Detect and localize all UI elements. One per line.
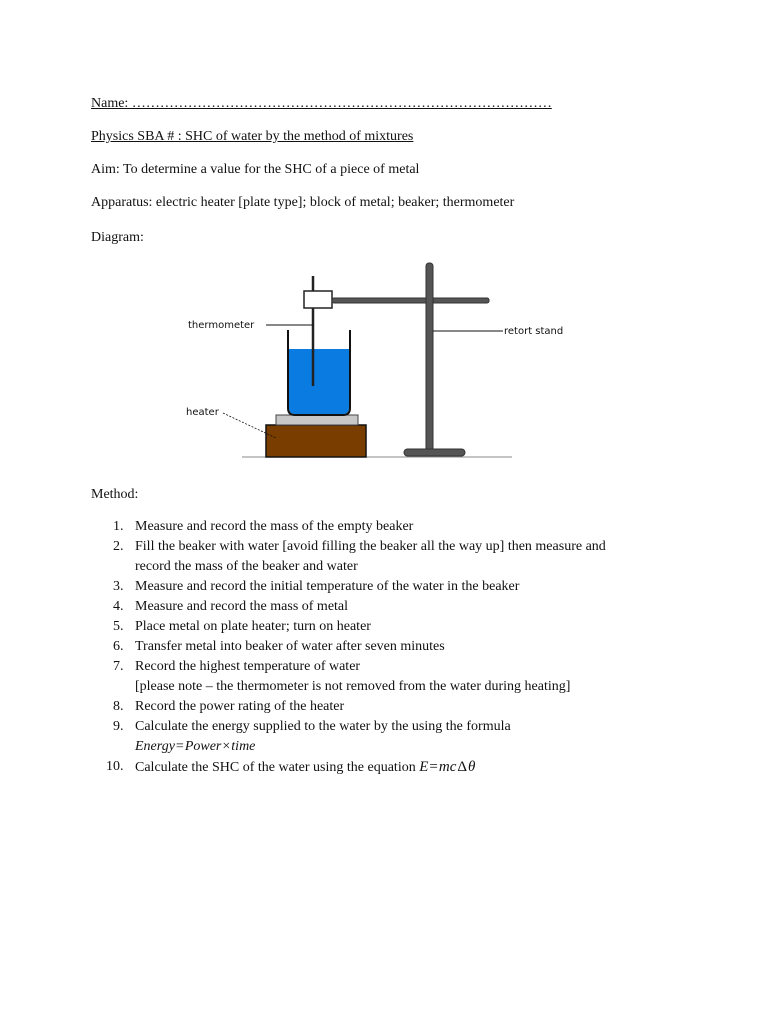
formula-term: Power — [184, 739, 222, 754]
step-number: 3. — [113, 579, 124, 594]
retort-stand-base — [404, 449, 465, 456]
step-text: Calculate the SHC of the water using the equation — [135, 760, 416, 775]
method-step-9 — [91, 717, 671, 757]
heater-plate — [276, 415, 358, 425]
energy-formula — [135, 739, 255, 754]
clamp-arm — [332, 298, 489, 303]
method-step-1 — [91, 517, 671, 537]
step-text: Measure and record the initial temperature of the water in the beaker — [135, 579, 520, 594]
formula-operator: = — [429, 759, 438, 775]
step-number: 2. — [113, 539, 124, 554]
step-number: 10. — [106, 759, 124, 774]
step-number: 6. — [113, 639, 124, 654]
method-heading: Method: — [91, 487, 139, 502]
step-text-continued: [please note – the thermometer is not removed from the water during heating] — [135, 679, 571, 694]
step-number: 7. — [113, 659, 124, 674]
step-text: Record the highest temperature of water — [135, 659, 361, 674]
step-text: Calculate the energy supplied to the water by the using the formula — [135, 719, 511, 734]
formula-term: θ — [468, 759, 476, 775]
retort-stand-label: retort stand — [504, 326, 564, 337]
step-text: Measure and record the mass of metal — [135, 599, 349, 614]
formula-operator: Δ — [457, 759, 468, 775]
method-list — [91, 517, 671, 778]
retort-stand-rod — [426, 263, 433, 453]
formula-operator: = — [175, 739, 184, 754]
method-step-7 — [91, 657, 671, 697]
heater-body — [266, 425, 366, 457]
step-number: 4. — [113, 599, 124, 614]
step-number: 1. — [113, 519, 124, 534]
step-number: 5. — [113, 619, 124, 634]
step-text: Record the power rating of the heater — [135, 699, 345, 714]
formula-operator: × — [222, 739, 231, 754]
beaker-water — [289, 349, 349, 414]
method-step-5 — [91, 617, 671, 637]
name-line[interactable]: Name: ……………………………………………………………………………… — [91, 96, 552, 111]
step-text: Measure and record the mass of the empty beaker — [135, 519, 414, 534]
heater-label: heater — [186, 407, 219, 418]
formula-term: mc — [438, 759, 457, 775]
method-step-3 — [91, 577, 671, 597]
method-step-8 — [91, 697, 671, 717]
step-text-continued: record the mass of the beaker and water — [135, 559, 358, 574]
formula-term: E — [419, 759, 429, 775]
step-number: 8. — [113, 699, 124, 714]
step-number: 9. — [113, 719, 124, 734]
method-step-2 — [91, 537, 671, 577]
apparatus-diagram — [180, 258, 600, 468]
step-text: Transfer metal into beaker of water after seven minutes — [135, 639, 445, 654]
step-text: Place metal on plate heater; turn on heater — [135, 619, 371, 634]
aim-text: Aim: To determine a value for the SHC of a piece of metal — [91, 162, 420, 177]
method-step-10 — [91, 757, 671, 778]
method-step-6 — [91, 637, 671, 657]
clamp — [304, 291, 332, 308]
step-text: Fill the beaker with water [avoid filling the beaker all the way up] then measure and — [135, 539, 606, 554]
formula-term: time — [231, 739, 256, 754]
formula-term: Energy — [135, 739, 175, 754]
apparatus-text: Apparatus: electric heater [plate type]; block of metal; beaker; thermometer — [91, 195, 515, 210]
page-title: Physics SBA # : SHC of water by the method of mixtures — [91, 129, 414, 144]
shc-equation — [419, 759, 475, 775]
diagram-heading: Diagram: — [91, 230, 144, 245]
thermometer-label: thermometer — [188, 320, 255, 331]
method-step-4 — [91, 597, 671, 617]
